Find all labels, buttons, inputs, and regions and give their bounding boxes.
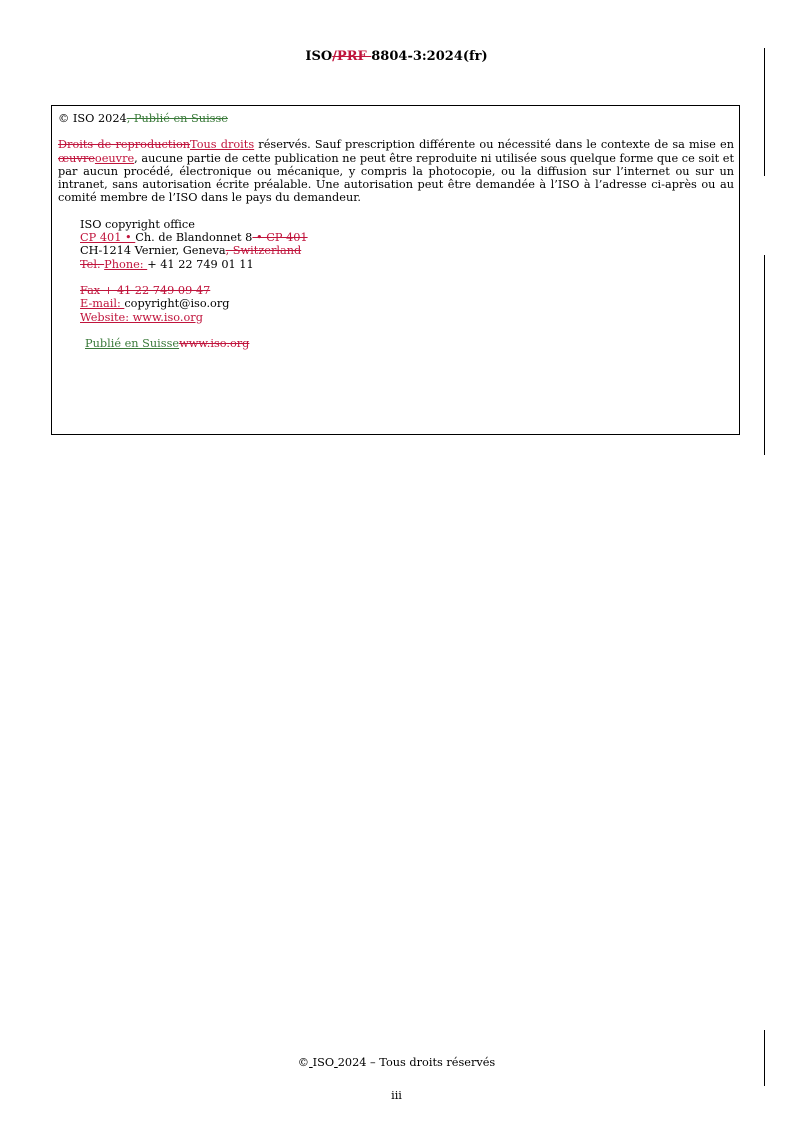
footer-copyright-symbol: © (297, 1056, 310, 1069)
email-label-inserted: E-mail: (80, 297, 125, 311)
phone-line (80, 258, 734, 271)
website-line (80, 311, 734, 324)
email-address[interactable]: copyright@iso.org (124, 297, 230, 311)
cp-inserted: CP 401 • (80, 231, 136, 245)
copyright-box (51, 105, 740, 435)
rights-text-1: réservés. Sauf prescription différente ou nécessité dans le contexte de sa mise en (254, 138, 734, 152)
phone-label-inserted: Phone: (104, 257, 148, 271)
street-line (80, 231, 734, 244)
copyright-line (58, 112, 734, 125)
copyright-deleted: , Publié en Suisse (126, 112, 228, 125)
office-line: ISO copyright office (80, 217, 195, 231)
oeuvre-inserted: oeuvre (94, 151, 135, 165)
change-bar (764, 48, 765, 176)
phone-number: + 41 22 749 01 11 (147, 257, 254, 271)
city-line (80, 244, 734, 257)
country-deleted: , Switzerland (225, 244, 302, 258)
website-inserted[interactable]: Website: www.iso.org (80, 310, 203, 324)
fax-deleted: Fax + 41 22 749 09 47 (80, 283, 211, 297)
published-line (85, 337, 734, 350)
city: CH-1214 Vernier, Geneva (80, 244, 226, 258)
oeuvre-deleted: œuvre (58, 151, 95, 165)
rights-paragraph (58, 138, 734, 204)
copyright-text: © ISO 2024 (58, 112, 127, 125)
cp-deleted: • CP 401 (252, 231, 308, 245)
rights-inserted: Tous droits (190, 138, 255, 152)
published-deleted: www.iso.org (179, 336, 250, 350)
document-header (0, 49, 793, 64)
address-block (80, 218, 734, 324)
rights-deleted: Droits de reproduction (58, 138, 191, 152)
page-number: iii (391, 1089, 402, 1102)
street: Ch. de Blandonnet 8 (135, 231, 253, 245)
header-suffix: 8804-3:2024(fr) (371, 49, 488, 64)
tel-deleted: Tel. (80, 257, 105, 271)
footer-text: 2024 – Tous droits réservés (337, 1056, 496, 1069)
spacer (80, 271, 734, 284)
header-prefix: ISO (305, 49, 333, 64)
fax-line (80, 284, 734, 297)
rights-text-2: , aucune partie de cette publication ne peut être reproduite ni utilisée sous quelque forme que ce soit et par aucun procédé, électronique ou mécanique, y compris la photocopie, ou la diffusion sur l’internet ou sur un intranet, sans autorisation écrite préalable. Une autorisation peut être demandée à l’ISO à l’adresse ci-après ou au comité membre de l’ISO dans le pays du demandeur. (58, 151, 734, 205)
email-line (80, 297, 734, 310)
page-footer (0, 1056, 793, 1069)
change-bar (764, 255, 765, 455)
published-inserted: Publié en Suisse (85, 336, 180, 350)
header-deleted-prf: /PRF (332, 49, 372, 64)
footer-iso: ISO (312, 1056, 335, 1069)
